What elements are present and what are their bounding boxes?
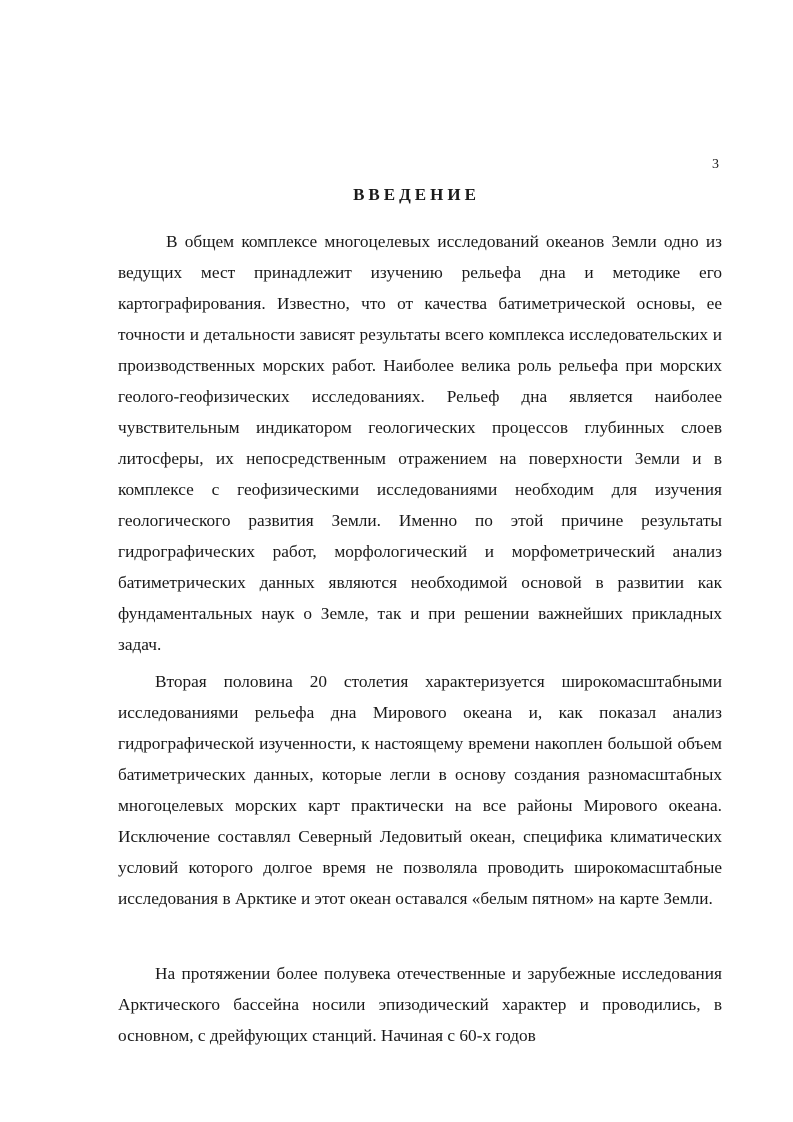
section-title: ВВЕДЕНИЕ (353, 185, 480, 204)
paragraph-2 (118, 666, 722, 914)
paragraph-text: В общем комплексе многоцелевых исследований океанов Земли одно из ведущих мест принадлежит изучению рельефа дна и методике его картографирования. Известно, что от качества батиметрической основы, ее точности и детальности зависят результаты всего комплекса исследовательских и производственных морских работ. Наиболее велика роль рельефа при морских геолого-геофизических исследованиях. Рельеф дна является наиболее чувствительным индикатором геологических процессов глубинных слоев литосферы, их непосредственным отражением на поверхности Земли и в комплексе с геофизическими исследованиями необходим для изучения геологического развития Земли. Именно по этой причине результаты гидрографических работ, морфологический и морфометрический анализ батиметрических данных являются необходимой основой в развитии как фундаментальных наук о Земле, так и при решении важнейших прикладных задач. (118, 232, 722, 654)
paragraph-text: Вторая половина 20 столетия характеризуется широкомасштабными исследованиями рельефа дна Мирового океана и, как показал анализ гидрографической изученности, к настоящему времени накоплен большой объем батиметрических данных, которые легли в основу создания разномасштабных многоцелевых морских карт практически на все районы Мирового океана. Исключение составлял Северный Ледовитый океан, специфика климатических условий которого долгое время не позволяла проводить широкомасштабные исследования в Арктике и этот океан оставался «белым пятном» на карте Земли. (118, 672, 722, 908)
page-number: 3 (712, 157, 719, 172)
paragraph-1 (118, 226, 722, 660)
paragraph-text: На протяжении более полувека отечественные и зарубежные исследования Арктического бассейна носили эпизодический характер и проводились, в основном, с дрейфующих станций. Начиная с 60-х годов (118, 964, 722, 1045)
paragraph-3 (118, 958, 722, 1051)
